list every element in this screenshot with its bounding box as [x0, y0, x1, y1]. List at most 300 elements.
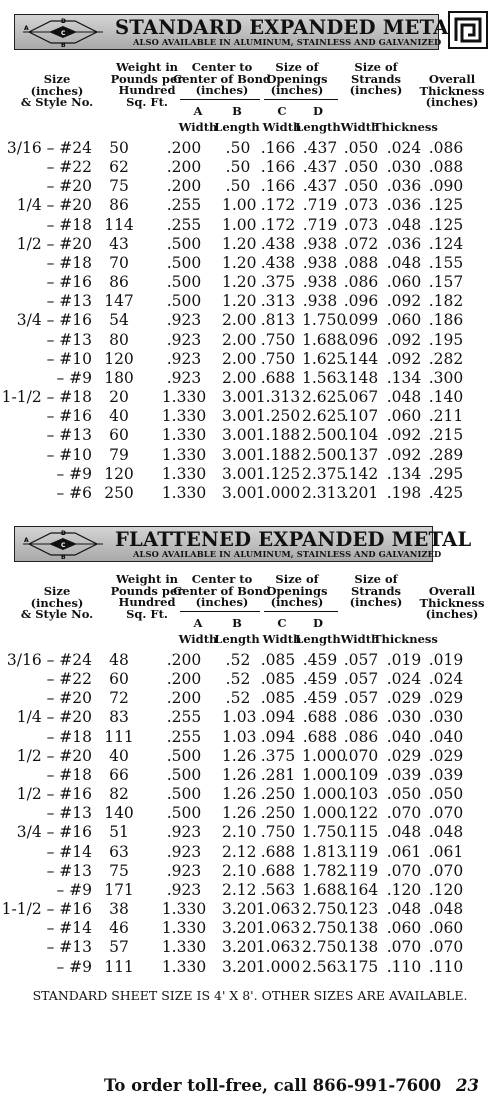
value-cell: 3.00 [222, 445, 257, 464]
value-cell: .036 [386, 234, 422, 253]
value-cell: 86 [109, 196, 129, 215]
value-cell: .157 [428, 273, 464, 292]
value-cell: .030 [428, 708, 464, 727]
value-cell: 1.330 [161, 919, 207, 938]
value-cell: .281 [260, 765, 296, 784]
value-cell: .119 [343, 842, 379, 861]
specs-table [0, 139, 468, 503]
header-line: Thickness [419, 595, 485, 610]
value-cell: 111 [104, 957, 134, 976]
value-cell: 147 [104, 292, 134, 311]
value-cell: .067 [343, 388, 379, 407]
value-cell: 2.625 [302, 388, 347, 407]
value-cell: .050 [343, 139, 379, 157]
header-line: Overall [428, 72, 476, 86]
value-cell: .092 [386, 330, 422, 349]
dimension-letter-d: D [313, 104, 323, 118]
header-line: (inches) [270, 83, 324, 97]
section-title: FLATTENED EXPANDED METAL [115, 528, 472, 551]
table-row [0, 292, 468, 311]
specs-table [0, 651, 468, 977]
value-cell: 1.750 [302, 823, 347, 842]
value-cell: 1.000 [255, 483, 301, 502]
size-style-cell: – #13 [46, 292, 92, 311]
size-style-cell: – #22 [46, 670, 92, 689]
thickness-header [397, 586, 500, 621]
value-cell: .030 [386, 708, 422, 727]
value-cell: 1.063 [255, 900, 301, 919]
value-cell: .750 [260, 330, 296, 349]
table-row [0, 446, 468, 465]
value-cell: 1.26 [222, 785, 257, 804]
table-row [0, 254, 468, 273]
section-subtitle: ALSO AVAILABLE IN ALUMINUM, STAINLESS AND GALVANIZED [133, 37, 442, 47]
flattened-expanded-metal-section [0, 517, 500, 987]
value-cell: 79 [109, 445, 129, 464]
diagram-letter: B [61, 554, 66, 560]
value-cell: .148 [343, 368, 379, 387]
value-cell: .750 [260, 349, 296, 368]
value-cell: .52 [225, 651, 251, 669]
header-line: (inches) [30, 595, 84, 610]
value-cell: .039 [428, 765, 464, 784]
value-cell: 1.20 [222, 253, 257, 272]
value-cell: .923 [166, 311, 202, 330]
value-cell: 51 [109, 823, 129, 842]
value-cell: 2.500 [302, 426, 347, 445]
value-cell: 120 [104, 349, 134, 368]
table-row [0, 708, 468, 727]
value-cell: 1.20 [222, 234, 257, 253]
value-cell: .215 [428, 426, 464, 445]
value-cell: .688 [260, 861, 296, 880]
size-style-cell: – #10 [46, 349, 92, 368]
value-cell: 60 [109, 426, 129, 445]
value-cell: 2.12 [222, 842, 257, 861]
size-style-cell: – #13 [46, 938, 92, 957]
value-cell: .250 [260, 804, 296, 823]
value-cell: 2.500 [302, 445, 347, 464]
value-cell: .070 [386, 938, 422, 957]
value-cell: 40 [109, 407, 129, 426]
dimension-letter-c: C [277, 616, 287, 630]
value-cell: 46 [109, 919, 129, 938]
value-cell: .255 [166, 727, 202, 746]
value-cell: .124 [428, 234, 464, 253]
size-style-cell: 3/4 – #16 [16, 311, 92, 330]
header-line: Center of Bond [173, 71, 271, 86]
value-cell: 1.330 [161, 464, 207, 483]
value-cell: .923 [166, 823, 202, 842]
value-cell: .050 [428, 785, 464, 804]
value-cell: .719 [302, 196, 338, 215]
value-cell: .438 [260, 234, 296, 253]
header-line: Size [43, 72, 71, 86]
value-cell: .109 [343, 765, 379, 784]
value-cell: .172 [260, 196, 296, 215]
section-title: STANDARD EXPANDED METAL [115, 16, 463, 39]
size-style-cell: – #10 [46, 445, 92, 464]
size-style-cell: – #18 [46, 727, 92, 746]
value-cell: .200 [166, 158, 202, 177]
value-cell: 2.10 [222, 823, 257, 842]
value-cell: 2.750 [302, 919, 347, 938]
value-cell: 3.20 [222, 938, 257, 957]
value-cell: .029 [428, 746, 464, 765]
value-cell: .094 [260, 708, 296, 727]
value-cell: 1.26 [222, 804, 257, 823]
value-cell: .52 [225, 670, 251, 689]
value-cell: .050 [386, 785, 422, 804]
header-line: Pounds per [110, 583, 184, 598]
value-cell: .096 [343, 330, 379, 349]
header-line: Openings [266, 71, 328, 86]
value-cell: .060 [386, 407, 422, 426]
expanded-metal-diagram [21, 16, 105, 48]
value-cell: .375 [260, 273, 296, 292]
value-cell: .200 [166, 689, 202, 708]
header-line: Size of [275, 60, 319, 74]
value-cell: 43 [109, 234, 129, 253]
header-line: Center to [191, 60, 253, 74]
subheader-sw: Width [340, 120, 380, 134]
value-cell: 1.000 [255, 957, 301, 976]
table-row [0, 350, 468, 369]
value-cell: .563 [260, 880, 296, 899]
value-cell: 38 [109, 900, 129, 919]
value-cell: .030 [386, 158, 422, 177]
size-style-cell: 1/4 – #20 [16, 708, 92, 727]
table-row [0, 484, 468, 503]
diagram-letter: A [24, 25, 29, 32]
value-cell: .125 [428, 215, 464, 234]
value-cell: .110 [428, 957, 464, 976]
value-cell: .092 [386, 445, 422, 464]
value-cell: 3.00 [222, 388, 257, 407]
value-cell: 120 [104, 464, 134, 483]
value-cell: .138 [343, 919, 379, 938]
value-cell: .938 [302, 234, 338, 253]
table-row [0, 670, 468, 689]
company-logo-icon [448, 11, 488, 49]
value-cell: .500 [166, 785, 202, 804]
value-cell: .923 [166, 880, 202, 899]
size-style-cell: 1/2 – #20 [16, 746, 92, 765]
value-cell: .086 [343, 727, 379, 746]
header-line: (inches) [425, 607, 479, 621]
value-cell: 1.03 [222, 708, 257, 727]
value-cell: .172 [260, 215, 296, 234]
size-style-cell: – #9 [56, 957, 92, 976]
value-cell: .090 [428, 177, 464, 196]
value-cell: .057 [343, 651, 379, 669]
value-cell: .050 [343, 177, 379, 196]
table-row [0, 369, 468, 388]
value-cell: .200 [166, 651, 202, 669]
value-cell: .923 [166, 368, 202, 387]
value-cell: .688 [260, 842, 296, 861]
value-cell: .048 [428, 823, 464, 842]
value-cell: .134 [386, 368, 422, 387]
header-line: Weight in [115, 572, 179, 586]
dimension-letter-d: D [313, 616, 323, 630]
value-cell: 1.188 [255, 445, 301, 464]
size-style-cell: – #9 [56, 368, 92, 387]
value-cell: .092 [386, 426, 422, 445]
table-row [0, 785, 468, 804]
table-row [0, 651, 468, 670]
value-cell: .115 [343, 823, 379, 842]
value-cell: 1.313 [255, 388, 301, 407]
value-cell: .688 [260, 368, 296, 387]
header-rule [180, 611, 260, 612]
title-banner [14, 526, 472, 562]
table-row [0, 407, 468, 426]
dimension-letter-a: A [193, 616, 203, 630]
value-cell: 1.330 [161, 957, 207, 976]
value-cell: .166 [260, 139, 296, 157]
value-cell: .688 [302, 727, 338, 746]
diagram-letter: B [61, 42, 66, 48]
value-cell: .048 [386, 215, 422, 234]
value-cell: 2.00 [222, 368, 257, 387]
size-style-cell: 1-1/2 – #16 [1, 900, 92, 919]
value-cell: .048 [386, 823, 422, 842]
value-cell: 2.563 [302, 957, 347, 976]
table-row [0, 804, 468, 823]
value-cell: 75 [109, 861, 129, 880]
header-line: (inches) [349, 595, 403, 609]
table-row [0, 862, 468, 881]
value-cell: .085 [260, 651, 296, 669]
value-cell: .50 [225, 158, 251, 177]
value-cell: .048 [386, 388, 422, 407]
value-cell: 3.00 [222, 483, 257, 502]
value-cell: .060 [386, 311, 422, 330]
value-cell: .459 [302, 670, 338, 689]
value-cell: 140 [104, 804, 134, 823]
value-cell: .134 [386, 464, 422, 483]
value-cell: .070 [428, 861, 464, 880]
value-cell: .255 [166, 196, 202, 215]
value-cell: .070 [428, 804, 464, 823]
header-line: Thickness [419, 83, 485, 98]
sheet-size-footnote: STANDARD SHEET SIZE IS 4' X 8'. OTHER SIZES ARE AVAILABLE. [32, 988, 468, 1003]
value-cell: 82 [109, 785, 129, 804]
header-line: Sq. Ft. [126, 94, 168, 109]
value-cell: .500 [166, 234, 202, 253]
value-cell: .255 [166, 215, 202, 234]
value-cell: 83 [109, 708, 129, 727]
diagram-letter: A [24, 537, 29, 544]
header-line: & Style No. [20, 95, 94, 109]
value-cell: .459 [302, 689, 338, 708]
value-cell: .750 [260, 823, 296, 842]
value-cell: .029 [386, 689, 422, 708]
value-cell: .048 [386, 253, 422, 272]
value-cell: .300 [428, 368, 464, 387]
value-cell: .137 [343, 445, 379, 464]
value-cell: .120 [428, 880, 464, 899]
value-cell: .088 [428, 158, 464, 177]
header-line: Size [43, 584, 71, 598]
value-cell: 1.26 [222, 765, 257, 784]
diagram-letter: D [61, 18, 66, 25]
value-cell: 72 [109, 689, 129, 708]
subheader-a: Width [178, 120, 218, 134]
value-cell: .923 [166, 330, 202, 349]
table-row [0, 196, 468, 215]
table-row [0, 689, 468, 708]
value-cell: 1.188 [255, 426, 301, 445]
value-cell: 2.750 [302, 938, 347, 957]
table-row [0, 235, 468, 254]
value-cell: 1.688 [302, 330, 347, 349]
value-cell: .250 [260, 785, 296, 804]
value-cell: .092 [386, 349, 422, 368]
value-cell: .072 [343, 234, 379, 253]
diagram-letter: D [61, 530, 66, 537]
value-cell: .085 [260, 689, 296, 708]
value-cell: 3.20 [222, 919, 257, 938]
value-cell: .295 [428, 464, 464, 483]
value-cell: .138 [343, 938, 379, 957]
value-cell: .282 [428, 349, 464, 368]
table-row [0, 747, 468, 766]
value-cell: .060 [428, 919, 464, 938]
value-cell: .938 [302, 273, 338, 292]
value-cell: .086 [428, 139, 464, 157]
value-cell: .086 [343, 708, 379, 727]
value-cell: .200 [166, 177, 202, 196]
section-subtitle: ALSO AVAILABLE IN ALUMINUM, STAINLESS AND GALVANIZED [133, 549, 442, 559]
value-cell: .039 [386, 765, 422, 784]
value-cell: 66 [109, 765, 129, 784]
value-cell: 75 [109, 177, 129, 196]
subheader-c: Width [262, 120, 302, 134]
value-cell: .070 [386, 861, 422, 880]
value-cell: 1.330 [161, 388, 207, 407]
header-line: (inches) [195, 83, 249, 97]
size-style-cell: 1/4 – #20 [16, 196, 92, 215]
table-row [0, 938, 468, 957]
value-cell: .024 [428, 670, 464, 689]
value-cell: .029 [428, 689, 464, 708]
value-cell: 70 [109, 253, 129, 272]
header-line: (inches) [30, 83, 84, 98]
value-cell: 2.00 [222, 349, 257, 368]
size-style-cell: – #20 [46, 177, 92, 196]
value-cell: .103 [343, 785, 379, 804]
table-row [0, 823, 468, 842]
value-cell: .166 [260, 158, 296, 177]
value-cell: 1.782 [302, 861, 347, 880]
value-cell: .688 [302, 708, 338, 727]
value-cell: 2.00 [222, 330, 257, 349]
value-cell: .061 [386, 842, 422, 861]
value-cell: .048 [386, 900, 422, 919]
value-cell: .019 [428, 651, 464, 669]
header-rule [264, 99, 338, 100]
header-line: Center of Bond [173, 583, 271, 598]
value-cell: .125 [428, 196, 464, 215]
thickness-header [397, 74, 500, 109]
value-cell: .500 [166, 765, 202, 784]
table-row [0, 900, 468, 919]
value-cell: 1.750 [302, 311, 347, 330]
value-cell: 2.625 [302, 407, 347, 426]
value-cell: .057 [343, 689, 379, 708]
value-cell: 3.20 [222, 900, 257, 919]
table-row [0, 388, 468, 407]
diagram-letter: C [61, 542, 66, 549]
table-row [0, 919, 468, 938]
header-line: & Style No. [20, 607, 94, 621]
size-style-cell: 1/2 – #20 [16, 234, 92, 253]
dimension-letter-c: C [277, 104, 287, 118]
value-cell: 1.330 [161, 483, 207, 502]
value-cell: .104 [343, 426, 379, 445]
value-cell: 3.00 [222, 407, 257, 426]
header-line: Center to [191, 572, 253, 586]
value-cell: 54 [109, 311, 129, 330]
value-cell: 50 [109, 139, 129, 157]
table-row [0, 273, 468, 292]
value-cell: .923 [166, 861, 202, 880]
value-cell: .070 [428, 938, 464, 957]
header-line: (inches) [195, 595, 249, 609]
value-cell: .938 [302, 253, 338, 272]
value-cell: .375 [260, 746, 296, 765]
value-cell: .438 [260, 253, 296, 272]
size-style-cell: – #9 [56, 464, 92, 483]
value-cell: 1.000 [302, 804, 347, 823]
value-cell: 1.330 [161, 426, 207, 445]
header-line: Hundred [118, 595, 176, 609]
value-cell: .437 [302, 139, 338, 157]
size-style-cell: – #9 [56, 880, 92, 899]
value-cell: .036 [386, 177, 422, 196]
value-cell: .155 [428, 253, 464, 272]
value-cell: .036 [386, 196, 422, 215]
value-cell: .200 [166, 670, 202, 689]
value-cell: 2.313 [302, 483, 347, 502]
size-style-cell: – #13 [46, 330, 92, 349]
size-style-cell: – #13 [46, 804, 92, 823]
size-style-cell: – #16 [46, 273, 92, 292]
value-cell: 1.000 [302, 746, 347, 765]
size-style-cell: 3/16 – #24 [6, 651, 92, 669]
value-cell: .923 [166, 842, 202, 861]
value-cell: .186 [428, 311, 464, 330]
value-cell: .019 [386, 651, 422, 669]
value-cell: .060 [386, 919, 422, 938]
table-row [0, 216, 468, 235]
subheader-sw: Width [340, 632, 380, 646]
value-cell: .500 [166, 273, 202, 292]
value-cell: 1.063 [255, 938, 301, 957]
value-cell: 250 [104, 483, 134, 502]
expanded-metal-diagram [21, 528, 105, 560]
value-cell: 1.20 [222, 292, 257, 311]
value-cell: 2.750 [302, 900, 347, 919]
size-style-cell: – #6 [56, 483, 92, 502]
value-cell: .198 [386, 483, 422, 502]
value-cell: 3.20 [222, 957, 257, 976]
subheader-st: Thickness [373, 120, 438, 134]
value-cell: .094 [260, 727, 296, 746]
size-style-cell: – #13 [46, 426, 92, 445]
